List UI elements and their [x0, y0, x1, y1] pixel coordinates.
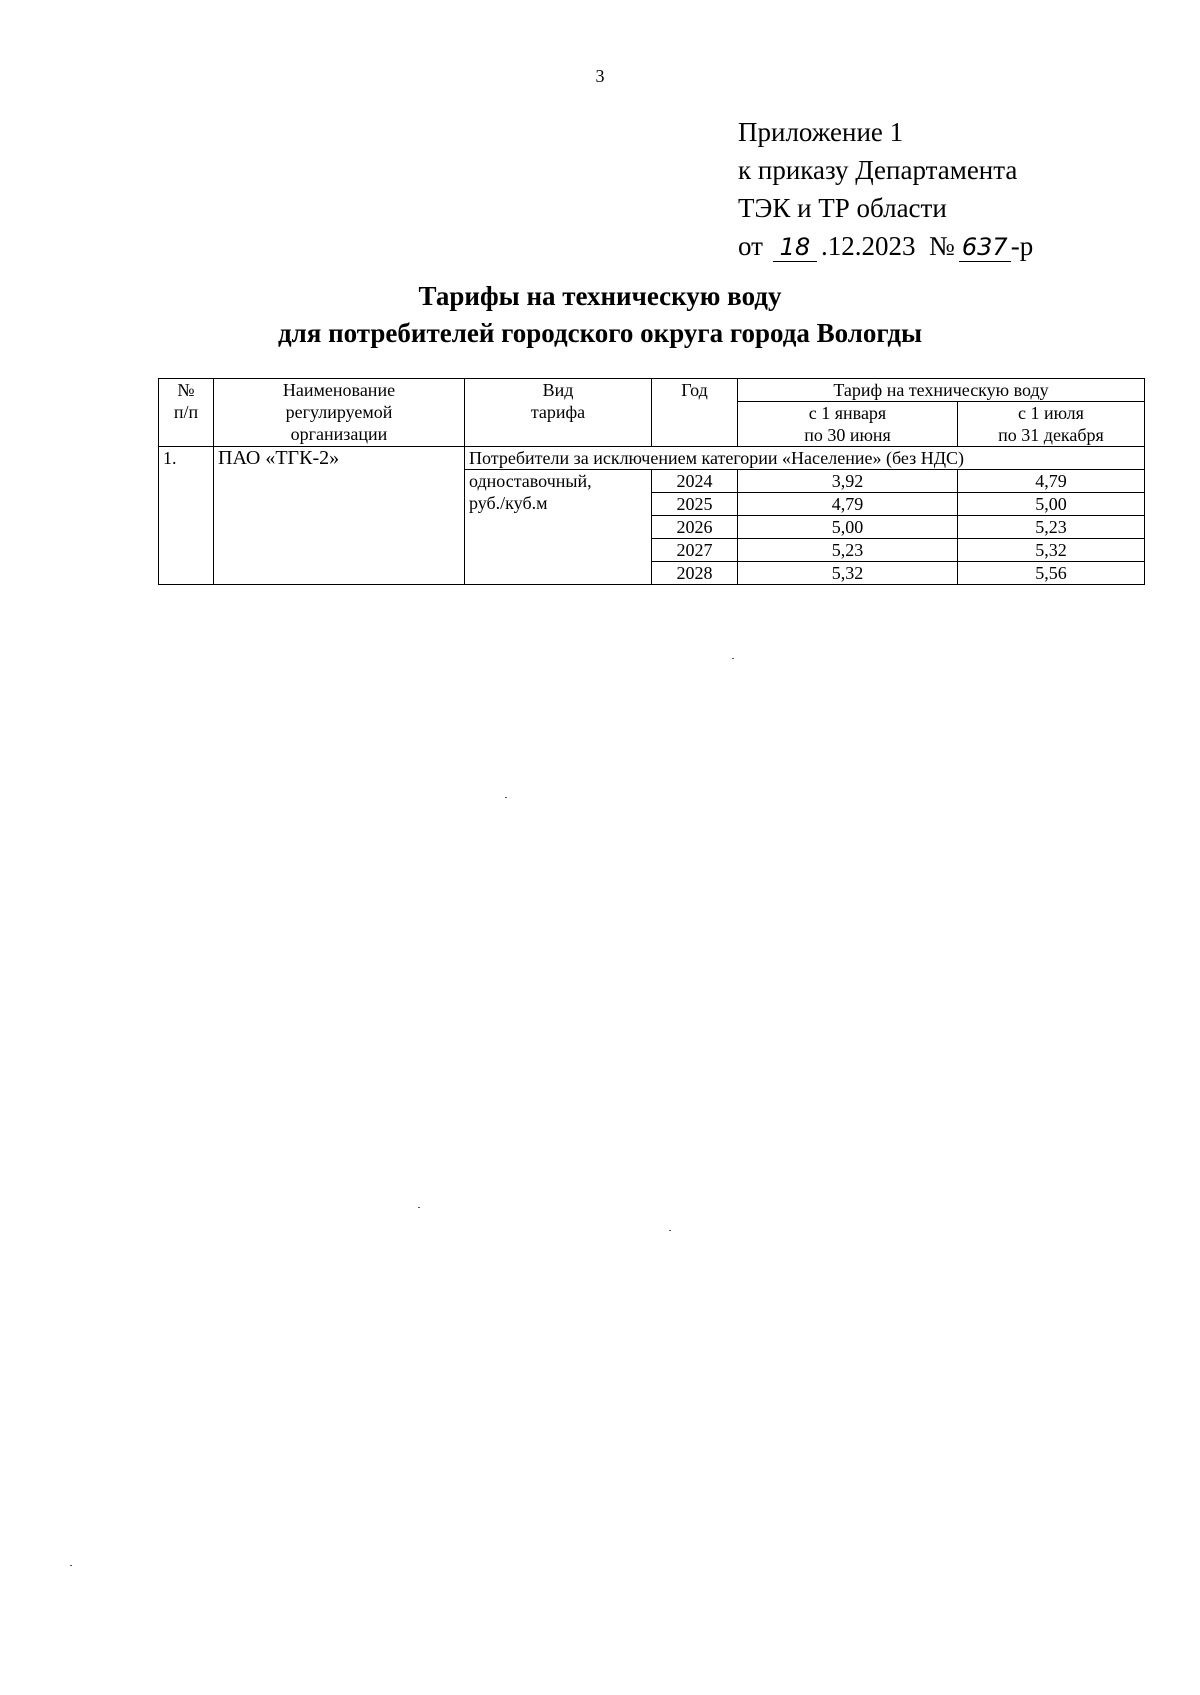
year-cell: 2027 [652, 539, 738, 562]
scan-speck [505, 797, 507, 798]
scan-speck [669, 1230, 671, 1231]
title-line-2: для потребителей городского округа города Вологды [277, 318, 923, 348]
year-cell: 2024 [652, 470, 738, 493]
table-header-row [159, 379, 1145, 402]
year-cell: 2028 [652, 562, 738, 585]
row-number: 1. [159, 447, 214, 585]
year-cell: 2025 [652, 493, 738, 516]
tariff-type: одноставочный, руб./куб.м [465, 470, 652, 585]
handwritten-day: 18 [773, 233, 817, 262]
annex-line-2: к приказу Департамента [738, 155, 1018, 185]
tariff-cell-h1: 5,32 [738, 562, 958, 585]
tariff-cell-h1: 5,00 [738, 516, 958, 539]
header-tariff: Тариф на техническую воду [738, 379, 1145, 402]
header-period-2: с 1 июля по 31 декабря [958, 402, 1145, 447]
annex-line-3: ТЭК и ТР области [738, 193, 947, 223]
header-organization: Наименование регулируемой организации [214, 379, 465, 447]
tariff-cell-h2: 5,23 [958, 516, 1145, 539]
document-title [0, 278, 1200, 352]
tariff-cell-h2: 5,00 [958, 493, 1145, 516]
header-tariff-type: Вид тарифа [465, 379, 652, 447]
year-cell: 2026 [652, 516, 738, 539]
tariff-cell-h1: 3,92 [738, 470, 958, 493]
header-period-1: с 1 января по 30 июня [738, 402, 958, 447]
scan-speck [732, 658, 734, 659]
tariff-cell-h2: 4,79 [958, 470, 1145, 493]
tariff-table [158, 378, 1145, 585]
header-year: Год [652, 379, 738, 447]
scan-speck [70, 1565, 72, 1566]
number-suffix: -р [1010, 231, 1034, 261]
tariff-cell-h2: 5,56 [958, 562, 1145, 585]
annex-header [738, 113, 1033, 265]
table-row [159, 447, 1145, 470]
page-number: 3 [595, 66, 605, 86]
header-number: № п/п [159, 379, 214, 447]
title-line-1: Тарифы на техническую воду [418, 281, 782, 311]
scan-speck [418, 1207, 420, 1208]
tariff-cell-h1: 5,23 [738, 539, 958, 562]
annex-date-line [738, 227, 1033, 265]
consumer-category: Потребители за исключением категории «Население» (без НДС) [465, 447, 1145, 470]
date-prefix: от [738, 231, 763, 261]
tariff-cell-h2: 5,32 [958, 539, 1145, 562]
organization-name: ПАО «ТГК-2» [214, 447, 465, 585]
date-rest: .12.2023 [820, 231, 916, 261]
annex-line-1: Приложение 1 [738, 117, 904, 147]
number-sign: № [928, 231, 955, 261]
handwritten-order-number: 637 [959, 233, 1011, 262]
tariff-cell-h1: 4,79 [738, 493, 958, 516]
